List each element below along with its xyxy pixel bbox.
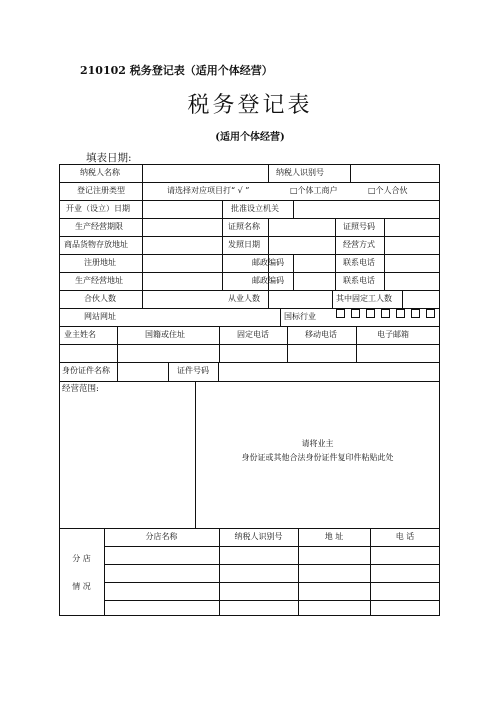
branch-address-header: 地 址 <box>324 532 344 541</box>
industry-code-box[interactable] <box>426 309 435 318</box>
form-subtitle: (适用个体经营) <box>215 132 285 143</box>
row-line <box>59 290 440 291</box>
cert-number-label: 证照号码 <box>343 222 375 231</box>
col-line <box>219 528 220 616</box>
col-line <box>117 326 118 362</box>
postcode-label-2: 邮政编码 <box>252 276 284 285</box>
fixed-workers-label: 其中固定工人数 <box>336 294 392 303</box>
cert-name-label: 证照名称 <box>228 222 260 231</box>
postcode-label-1: 邮政编码 <box>252 258 284 267</box>
taxpayer-id-label: 纳税人识别号 <box>276 168 324 177</box>
nationality-label: 国籍或住址 <box>145 330 185 339</box>
col-line <box>384 254 385 290</box>
industry-code-box[interactable] <box>351 309 360 318</box>
business-scope-label: 经营范围: <box>62 384 99 394</box>
col-line <box>335 254 336 290</box>
col-line <box>370 528 371 616</box>
owner-name-label: 业主姓名 <box>64 330 96 339</box>
id-number-label: 证件号码 <box>177 366 209 375</box>
row-line <box>104 564 440 565</box>
operating-period-label: 生产经营期限 <box>75 222 123 231</box>
goods-storage-label: 商品货物存放地址 <box>64 240 128 249</box>
paste-id-note-line1: 请将业主 <box>301 439 334 448</box>
mobile-label: 移动电话 <box>305 330 337 339</box>
approval-org-label: 批准设立机关 <box>231 204 279 213</box>
col-line <box>287 326 288 362</box>
branch-section-label-1: 分 店 <box>72 554 91 563</box>
form-title: 税务登记表 <box>187 93 313 118</box>
partners-label: 合伙人数 <box>84 294 116 303</box>
row-line <box>59 200 440 201</box>
phone-label-1: 联系电话 <box>343 258 375 267</box>
employees-label: 从业人数 <box>228 294 260 303</box>
col-line <box>335 218 336 254</box>
reg-address-label: 注册地址 <box>84 258 116 267</box>
row-line <box>59 218 440 219</box>
col-line <box>268 164 269 182</box>
reg-type-hint: 请选择对应项目打“ √ ” <box>167 186 250 195</box>
industry-code-box[interactable] <box>366 309 375 318</box>
reg-type-label: 登记注册类型 <box>77 186 125 195</box>
industry-label: 国标行业 <box>284 312 316 321</box>
branch-tax-id-header: 纳税人识别号 <box>234 532 283 541</box>
row-line <box>104 582 440 583</box>
website-label: 网站网址 <box>84 312 116 321</box>
row-line <box>59 272 440 273</box>
industry-code-box[interactable] <box>336 309 345 318</box>
phone-label-2: 联系电话 <box>343 276 375 285</box>
col-line <box>356 326 357 362</box>
row-line <box>59 381 440 382</box>
opening-date-label: 开业（设立）日期 <box>66 204 130 213</box>
fill-date-label: 填表日期: <box>86 152 132 164</box>
branch-phone-header: 电 话 <box>395 532 415 541</box>
row-line <box>59 254 440 255</box>
email-label: 电子邮箱 <box>377 330 409 339</box>
industry-code-box[interactable] <box>411 309 420 318</box>
col-line <box>218 362 219 381</box>
col-line <box>268 290 269 308</box>
option-individual-business[interactable]: □个体工商户 <box>290 186 338 195</box>
row-line <box>104 546 440 547</box>
industry-code-box[interactable] <box>396 309 405 318</box>
row-line <box>104 600 440 601</box>
col-line <box>384 218 385 254</box>
col-line <box>168 362 169 381</box>
row-line <box>59 182 440 183</box>
col-line <box>219 326 220 362</box>
issue-date-label: 发照日期 <box>228 240 260 249</box>
col-line <box>350 164 351 182</box>
col-line <box>222 200 223 290</box>
col-line <box>402 290 403 308</box>
col-line <box>298 528 299 616</box>
landline-label: 固定电话 <box>237 330 269 339</box>
form-grid <box>59 164 440 616</box>
branch-section-label-2: 情 况 <box>72 582 91 591</box>
branch-name-header: 分店名称 <box>145 532 178 541</box>
col-line <box>293 254 294 290</box>
paste-id-note-line2: 身份证或其他合法身份证件复印件粘贴此处 <box>241 453 394 462</box>
col-line <box>142 164 143 308</box>
row-line <box>59 528 440 529</box>
industry-code-box[interactable] <box>381 309 390 318</box>
row-line <box>59 236 440 237</box>
col-line <box>117 362 118 381</box>
col-line <box>104 528 105 616</box>
business-mode-label: 经营方式 <box>343 240 375 249</box>
prod-address-label: 生产经营地址 <box>75 276 123 285</box>
option-individual-partnership[interactable]: □个人合伙 <box>368 186 408 195</box>
id-type-label: 身份证件名称 <box>62 366 110 375</box>
col-line <box>280 308 281 326</box>
form-code-line: 210102 税务登记表（适用个体经营） <box>80 64 273 77</box>
col-line <box>293 200 294 218</box>
col-line <box>332 290 333 308</box>
taxpayer-name-label: 纳税人名称 <box>80 168 120 177</box>
